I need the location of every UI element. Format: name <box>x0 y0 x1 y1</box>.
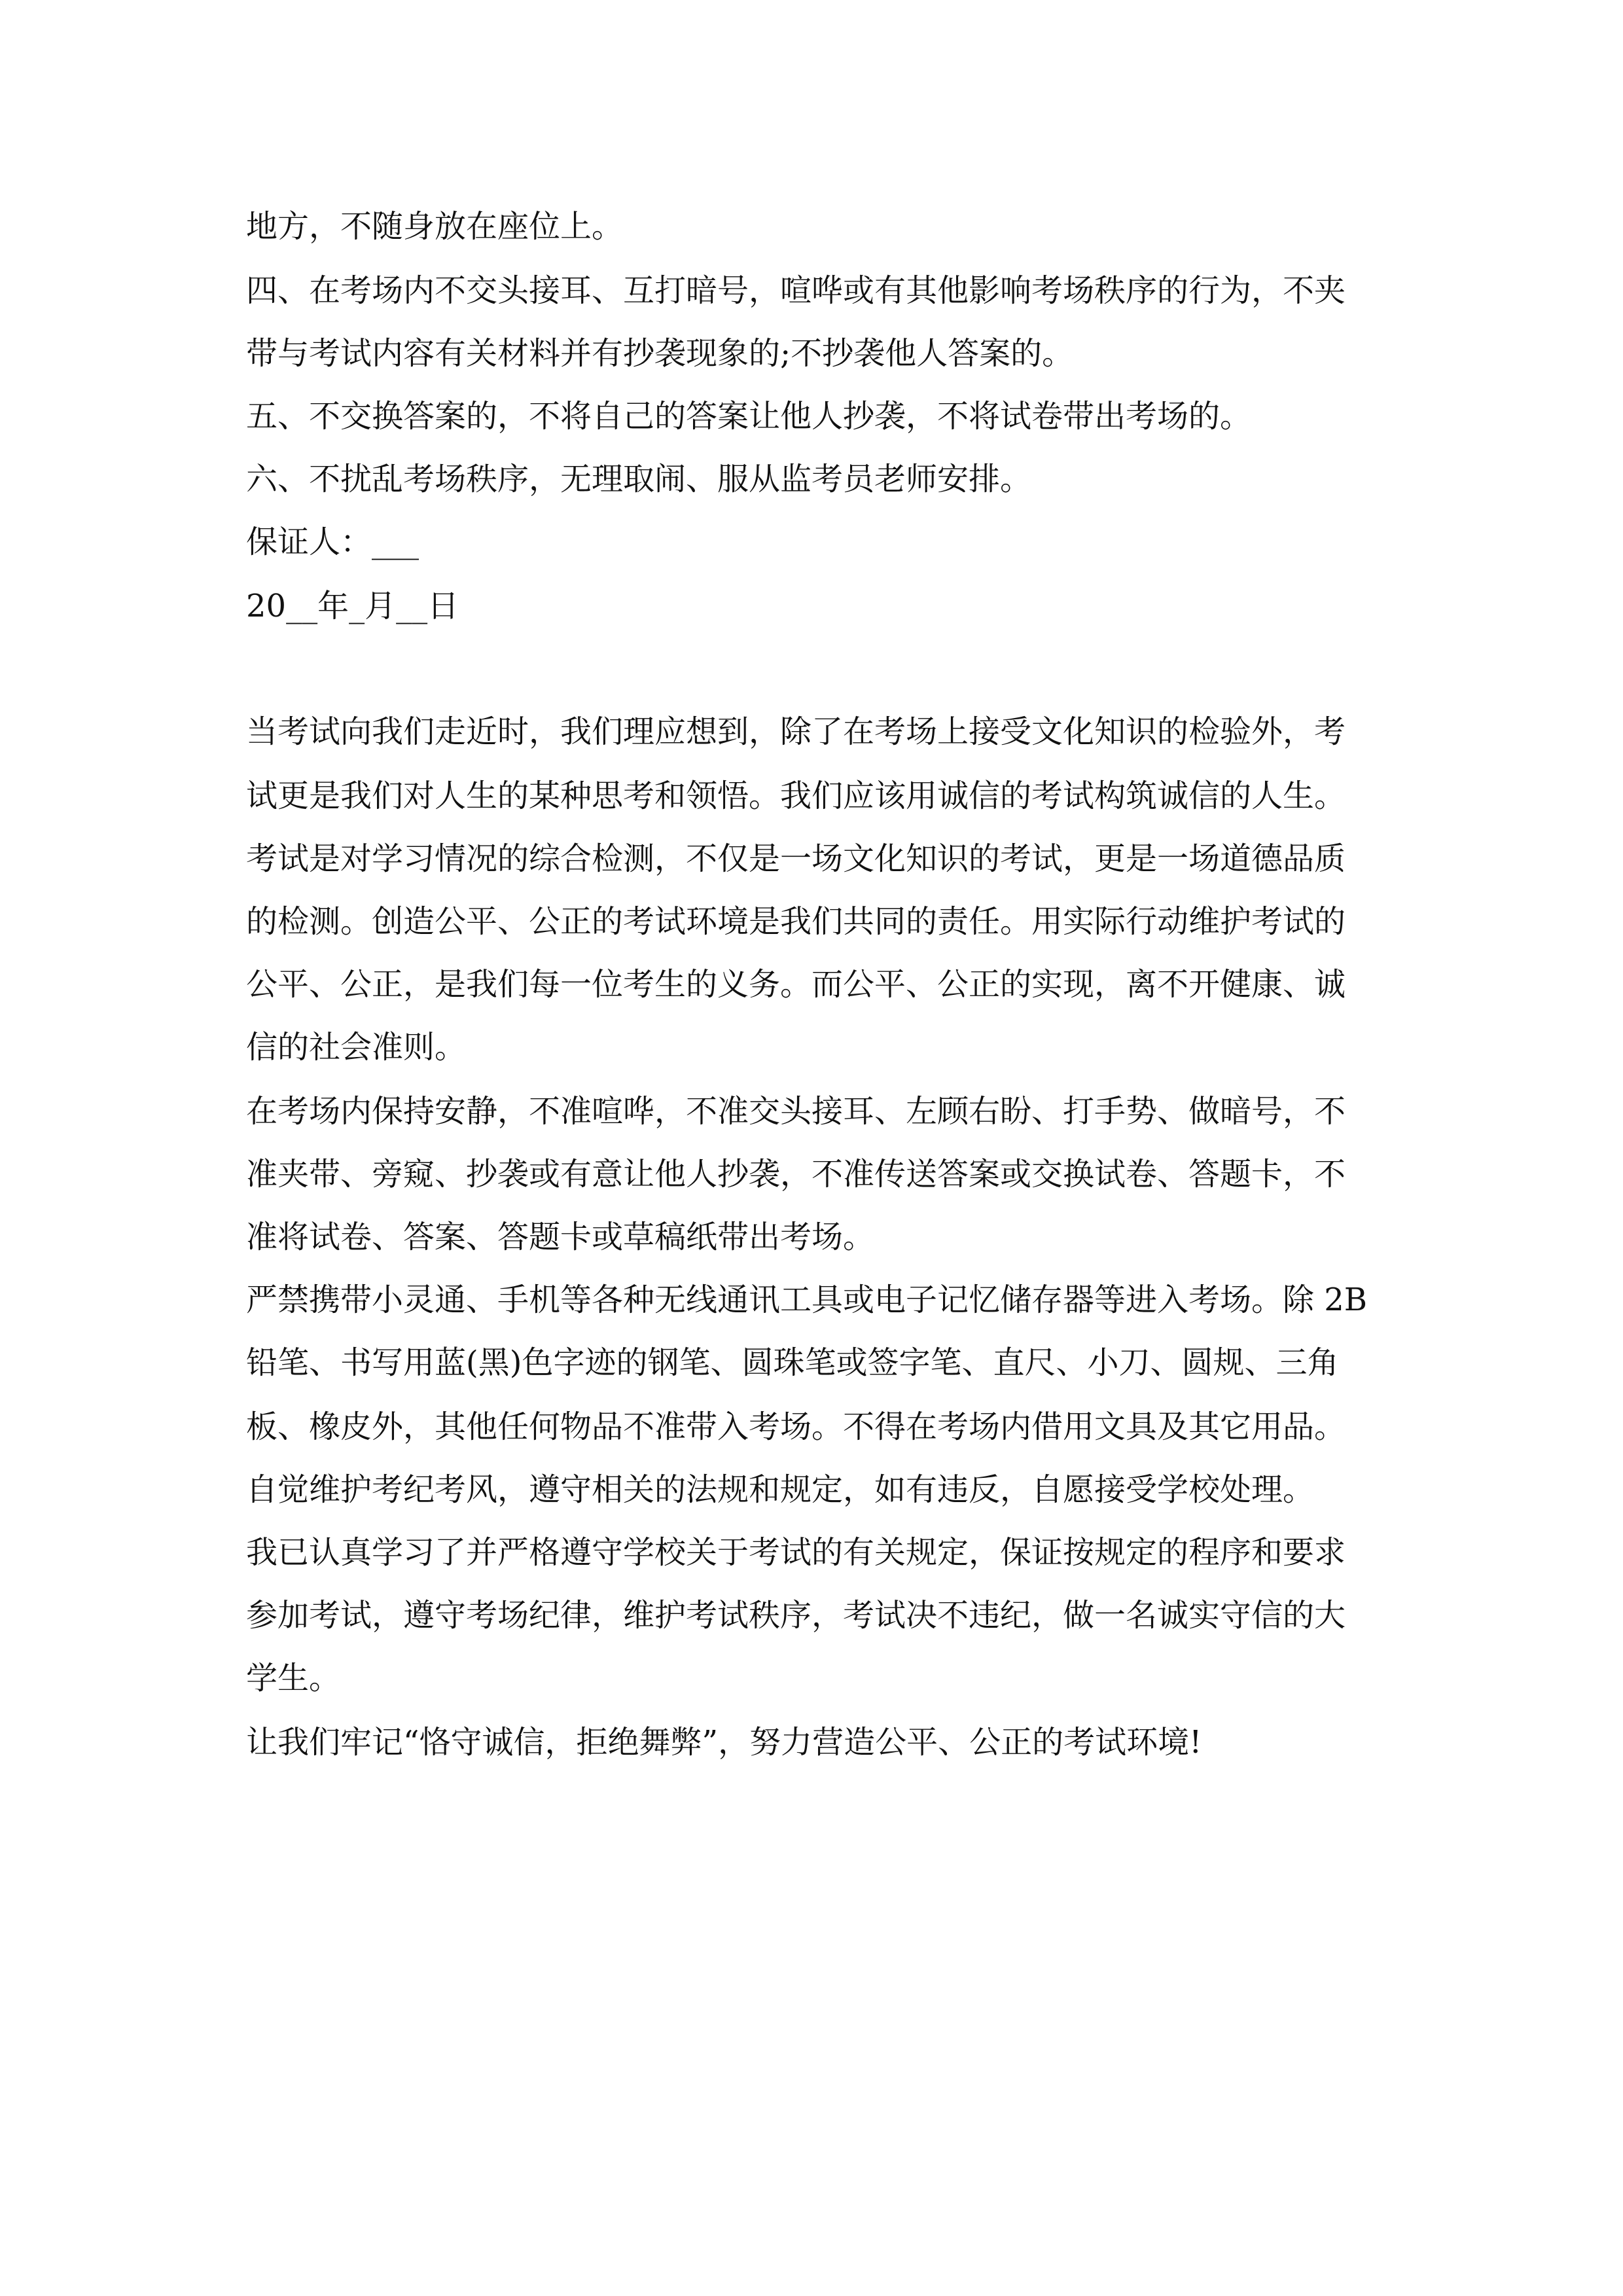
text-line: 严禁携带小灵通、手机等各种无线通讯工具或电子记忆储存器等进入考场。除 2B <box>246 1282 1368 1318</box>
text-line: 六、不扰乱考场秩序，无理取闹、服从监考员老师安排。 <box>246 461 1032 497</box>
text-line: 在考场内保持安静，不准喧哗，不准交头接耳、左顾右盼、打手势、做暗号，不 <box>246 1093 1346 1130</box>
text-line: 准将试卷、答案、答题卡或草稿纸带出考场。 <box>246 1219 875 1255</box>
text-line: 我已认真学习了并严格遵守学校关于考试的有关规定，保证按规定的程序和要求 <box>246 1534 1346 1571</box>
text-line: 的检测。创造公平、公正的考试环境是我们共同的责任。用实际行动维护考试的 <box>246 903 1346 940</box>
text-line: 准夹带、旁窥、抄袭或有意让他人抄袭，不准传送答案或交换试卷、答题卡，不 <box>246 1156 1346 1193</box>
text-line: 板、橡皮外，其他任何物品不准带入考场。不得在考场内借用文具及其它用品。 <box>246 1408 1346 1445</box>
text-line: 试更是我们对人生的某种思考和领悟。我们应该用诚信的考试构筑诚信的人生。 <box>246 778 1346 814</box>
text-line: 五、不交换答案的，不将自己的答案让他人抄袭，不将试卷带出考场的。 <box>246 398 1252 435</box>
closing-line: 让我们牢记“恪守诚信，拒绝舞弊”，努力营造公平、公正的考试环境! <box>246 1724 1202 1761</box>
guarantor-signature-line: 保证人：___ <box>246 524 419 560</box>
text-line: 信的社会准则。 <box>246 1029 467 1066</box>
text-line: 当考试向我们走近时，我们理应想到，除了在考场上接受文化知识的检验外，考 <box>246 713 1346 750</box>
text-line: 地方，不随身放在座位上。 <box>246 208 624 245</box>
text-line: 参加考试，遵守考场纪律，维护考试秩序，考试决不违纪，做一名诚实守信的大 <box>246 1597 1346 1634</box>
date-line: 20__年_月__日 <box>246 588 459 624</box>
text-line: 考试是对学习情况的综合检测，不仅是一场文化知识的考试，更是一场道德品质 <box>246 840 1346 877</box>
text-line: 自觉维护考纪考风，遵守相关的法规和规定，如有违反，自愿接受学校处理。 <box>246 1471 1315 1508</box>
text-line: 带与考试内容有关材料并有抄袭现象的;不抄袭他人答案的。 <box>246 335 1074 372</box>
text-line: 铅笔、书写用蓝(黑)色字迹的钢笔、圆珠笔或签字笔、直尺、小刀、圆规、三角 <box>246 1344 1339 1381</box>
text-line: 学生。 <box>246 1660 341 1696</box>
text-line: 公平、公正，是我们每一位考生的义务。而公平、公正的实现，离不开健康、诚 <box>246 966 1346 1003</box>
text-line: 四、在考场内不交头接耳、互打暗号，喧哗或有其他影响考场秩序的行为，不夹 <box>246 272 1346 309</box>
